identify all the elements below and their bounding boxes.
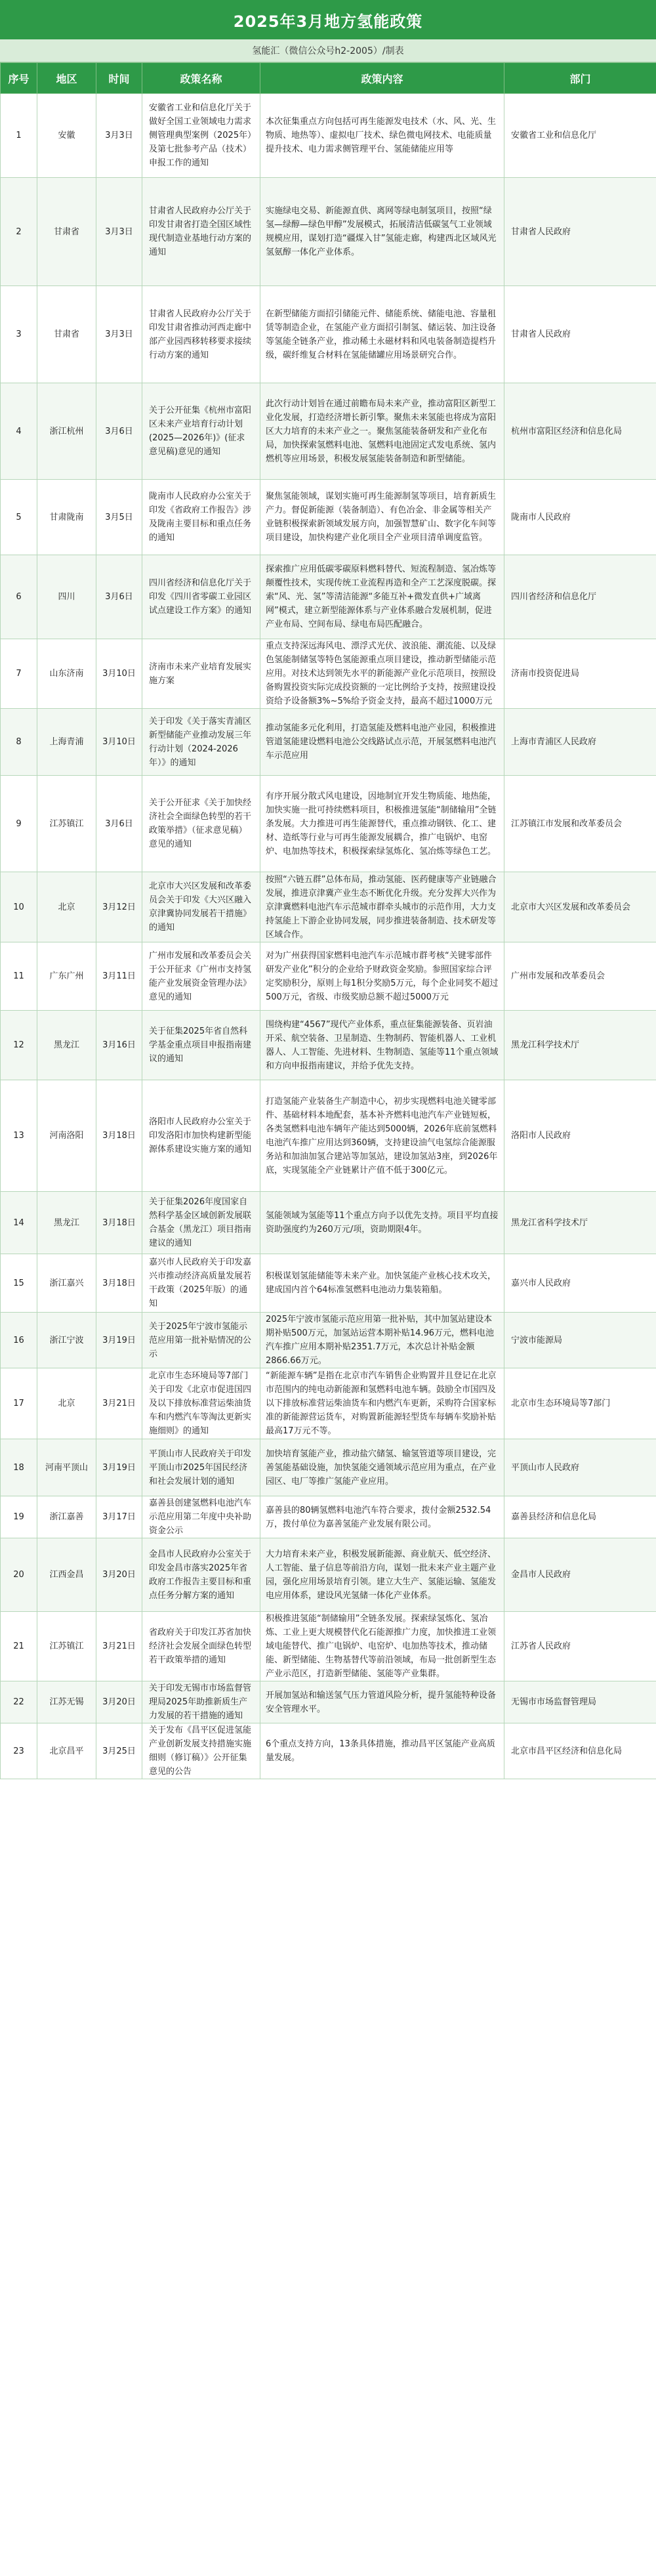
- region-cell: 北京昌平: [37, 1723, 96, 1779]
- policy-content-cell: 积极谋划氢能储能等未来产业。加快氢能产业核心技术攻关，建成国内首个64标准氢燃料电池动力集装箱船。: [260, 1254, 504, 1313]
- row-number: 15: [1, 1254, 37, 1313]
- policy-name-cell: 省政府关于印发江苏省加快经济社会发展全面绿色转型若干政策举措的通知: [142, 1612, 260, 1681]
- table-body: [1, 94, 656, 1779]
- date-cell: 3月18日: [96, 1192, 142, 1254]
- header-date: 时间: [96, 63, 142, 94]
- department-cell: 江苏省人民政府: [504, 1612, 656, 1681]
- region-cell: 北京: [37, 872, 96, 942]
- header-department: 部门: [504, 63, 656, 94]
- policy-name-cell: 嘉善县创建氢燃料电池汽车示范应用第二年度中央补助资金公示: [142, 1496, 260, 1538]
- department-cell: 上海市青浦区人民政府: [504, 709, 656, 776]
- policy-content-cell: 有序开展分散式风电建设，因地制宜开发生物质能、地热能，加快实施一批可持续燃料项目，积极推进氢能“制储输用”全链条发展。大力推进可再生能源替代，重点推动钢铁、化工、建材、造纸等行业与可再生能源发展耦合，推广电锅炉、电窑炉、电加热等技术，积极探索绿氢炼化、氢冶炼等绿色工艺。: [260, 776, 504, 872]
- policy-name-cell: 嘉兴市人民政府关于印发嘉兴市推动经济高质量发展若干政策（2025年版）的通知: [142, 1254, 260, 1313]
- policy-name-cell: 关于征集2025年省自然科学基金重点项目申报指南建议的通知: [142, 1011, 260, 1080]
- row-number: 9: [1, 776, 37, 872]
- row-number: 12: [1, 1011, 37, 1080]
- region-cell: 甘肃陇南: [37, 480, 96, 555]
- date-cell: 3月18日: [96, 1080, 142, 1192]
- department-cell: 无锡市市场监督管理局: [504, 1681, 656, 1723]
- table-row: [1, 1681, 656, 1723]
- date-cell: 3月21日: [96, 1612, 142, 1681]
- row-number: 17: [1, 1368, 37, 1439]
- department-cell: 北京市生态环境局等7部门: [504, 1368, 656, 1439]
- department-cell: 嘉善县经济和信息化局: [504, 1496, 656, 1538]
- header-row: [1, 63, 656, 94]
- policy-name-cell: 关于2025年宁波市氢能示范应用第一批补贴情况的公示: [142, 1313, 260, 1368]
- policy-content-cell: 推动氢能多元化利用，打造氢能及燃料电池产业园，积极推进管道氢能建设燃料电池公交线路试点示范，开展氢燃料电池汽车示范应用: [260, 709, 504, 776]
- policy-content-cell: 按照“六链五群”总体布局，推动氢能、医药健康等产业链融合发展，推进京津冀产业生态不断优化升级。充分发挥大兴作为京津冀燃料电池汽车示范城市群牵头城市的示范作用，大力支持氢能上下游企业协同发展，同步推进装备制造、技术研发等区域合作。: [260, 872, 504, 942]
- table-row: [1, 480, 656, 555]
- department-cell: 四川省经济和信息化厅: [504, 555, 656, 639]
- row-number: 3: [1, 286, 37, 383]
- header-policy-content: 政策内容: [260, 63, 504, 94]
- policy-content-cell: 打造氢能产业装备生产制造中心，初步实现燃料电池关键零部件、基础材料本地配套，基本补齐燃料电池汽车产业链短板，各类氢燃料电池车辆年产能达到5000辆，2026年底前氢燃料电池汽车推广应用达到360辆，支持建设油气电氢综合能源服务站和加油加氢合建站等加氢站，建设加氢站3座，到2026年底，实现氢能全产业链累计产值不低于300亿元。: [260, 1080, 504, 1192]
- region-cell: 安徽: [37, 94, 96, 178]
- date-cell: 3月19日: [96, 1439, 142, 1496]
- region-cell: 甘肃省: [37, 178, 96, 286]
- policy-content-cell: 本次征集重点方向包括可再生能源发电技术（水、风、光、生物质、地热等）、虚拟电厂技术、绿色微电网技术、电能质量提升技术、电力需求侧管理平台、氢能储能应用等: [260, 94, 504, 178]
- policy-name-cell: 关于印发《关于落实青浦区新型储能产业推动发展三年行动计划（2024-2026年）》的通知: [142, 709, 260, 776]
- date-cell: 3月10日: [96, 709, 142, 776]
- region-cell: 四川: [37, 555, 96, 639]
- region-cell: 浙江杭州: [37, 383, 96, 480]
- region-cell: 江西金昌: [37, 1538, 96, 1612]
- policy-name-cell: 甘肃省人民政府办公厅关于印发甘肃省打造全国区域性现代制造业基地行动方案的通知: [142, 178, 260, 286]
- date-cell: 3月5日: [96, 480, 142, 555]
- table-row: [1, 1612, 656, 1681]
- row-number: 10: [1, 872, 37, 942]
- region-cell: 河南平顶山: [37, 1439, 96, 1496]
- policy-name-cell: 北京市大兴区发展和改革委员会关于印发《大兴区融入京津冀协同发展若干措施》的通知: [142, 872, 260, 942]
- policy-name-cell: 北京市生态环境局等7部门关于印发《北京市促进国四及以下排放标准营运柴油货车和内燃汽车等淘汰更新实施细则》的通知: [142, 1368, 260, 1439]
- row-number: 18: [1, 1439, 37, 1496]
- policy-name-cell: 平顶山市人民政府关于印发平顶山市2025年国民经济和社会发展计划的通知: [142, 1439, 260, 1496]
- department-cell: 北京市昌平区经济和信息化局: [504, 1723, 656, 1779]
- table-row: [1, 1723, 656, 1779]
- region-cell: 上海青浦: [37, 709, 96, 776]
- row-number: 16: [1, 1313, 37, 1368]
- policy-name-cell: 济南市未来产业培育发展实施方案: [142, 639, 260, 709]
- row-number: 13: [1, 1080, 37, 1192]
- table-row: [1, 1192, 656, 1254]
- row-number: 22: [1, 1681, 37, 1723]
- policy-name-cell: 关于发布《昌平区促进氢能产业创新发展支持措施实施细则（修订稿）》公开征集意见的公告: [142, 1723, 260, 1779]
- table-row: [1, 94, 656, 178]
- date-cell: 3月16日: [96, 1011, 142, 1080]
- policy-name-cell: 陇南市人民政府办公室关于印发《省政府工作报告》涉及陇南主要目标和重点任务的通知: [142, 480, 260, 555]
- policy-content-cell: 开展加氢站和输送氢气压力管道风险分析，提升氢能特种设备安全管理水平。: [260, 1681, 504, 1723]
- table-row: [1, 872, 656, 942]
- region-cell: 江苏无锡: [37, 1681, 96, 1723]
- policy-name-cell: 四川省经济和信息化厅关于印发《四川省零碳工业园区试点建设工作方案》的通知: [142, 555, 260, 639]
- table-row: [1, 383, 656, 480]
- policy-name-cell: 安徽省工业和信息化厅关于做好全国工业领域电力需求侧管理典型案例（2025年）及第七批参考产品（技术）申报工作的通知: [142, 94, 260, 178]
- row-number: 4: [1, 383, 37, 480]
- header-region: 地区: [37, 63, 96, 94]
- department-cell: 黑龙江省科学技术厅: [504, 1192, 656, 1254]
- region-cell: 山东济南: [37, 639, 96, 709]
- policy-name-cell: 甘肃省人民政府办公厅关于印发甘肃省推动河西走廊中部产业园西移转移要求接续行动方案的通知: [142, 286, 260, 383]
- table-row: [1, 1496, 656, 1538]
- date-cell: 3月19日: [96, 1313, 142, 1368]
- policy-content-cell: 此次行动计划旨在通过前瞻布局未来产业，推动富阳区新型工业化发展，打造经济增长新引擎。聚焦未来氢能也将成为富阳区大力培育的未来产业之一。聚焦氢能装备研发和产业化布局，加快探索氢燃料电池、氢燃料电池固定式发电系统、氢内燃机等应用场景，积极发展氢能装备制造和新型储能。: [260, 383, 504, 480]
- row-number: 11: [1, 942, 37, 1011]
- region-cell: 北京: [37, 1368, 96, 1439]
- region-cell: 浙江嘉善: [37, 1496, 96, 1538]
- policy-content-cell: 氢能领域为氢能等11个重点方向予以优先支持。项目平均直接资助强度约为260万元/项，资助期限4年。: [260, 1192, 504, 1254]
- table-row: [1, 1011, 656, 1080]
- row-number: 5: [1, 480, 37, 555]
- policy-content-cell: 加快培育氢能产业，推动盐穴储氢、输氢管道等项目建设，完善氢能基础设施，加快氢能交通领域示范应用为重点，在产业园区、电厂等推广氢能产业应用。: [260, 1439, 504, 1496]
- row-number: 1: [1, 94, 37, 178]
- department-cell: 黑龙江科学技术厅: [504, 1011, 656, 1080]
- date-cell: 3月11日: [96, 942, 142, 1011]
- policy-name-cell: 关于公开征集《杭州市富阳区未来产业培育行动计划(2025—2026年)》(征求意见稿)意见的通知: [142, 383, 260, 480]
- table-row: [1, 1254, 656, 1313]
- table-row: [1, 942, 656, 1011]
- row-number: 20: [1, 1538, 37, 1612]
- date-cell: 3月6日: [96, 383, 142, 480]
- policy-name-cell: 广州市发展和改革委员会关于公开征求《广州市支持氢能产业发展资金管理办法》意见的通知: [142, 942, 260, 1011]
- department-cell: 安徽省工业和信息化厅: [504, 94, 656, 178]
- department-cell: 甘肃省人民政府: [504, 178, 656, 286]
- header-policy-name: 政策名称: [142, 63, 260, 94]
- row-number: 6: [1, 555, 37, 639]
- date-cell: 3月17日: [96, 1496, 142, 1538]
- region-cell: 黑龙江: [37, 1192, 96, 1254]
- table-row: [1, 639, 656, 709]
- row-number: 23: [1, 1723, 37, 1779]
- table-row: [1, 178, 656, 286]
- region-cell: 江苏镇江: [37, 776, 96, 872]
- date-cell: 3月20日: [96, 1681, 142, 1723]
- table-row: [1, 1368, 656, 1439]
- policy-table: [0, 62, 656, 1779]
- policy-content-cell: 2025年宁波市氢能示范应用第一批补贴，其中加氢站建设本期补贴500万元，加氢站运营本期补贴14.96万元，燃料电池汽车推广应用本期补贴2351.7万元，本次总计补贴金额2866.66万元。: [260, 1313, 504, 1368]
- department-cell: 陇南市人民政府: [504, 480, 656, 555]
- department-cell: 洛阳市人民政府: [504, 1080, 656, 1192]
- page-title: 2025年3月地方氢能政策: [0, 0, 656, 39]
- table-row: [1, 286, 656, 383]
- policy-content-cell: 实施绿电交易、新能源直供、离网等绿电制氢项目，按照“绿氢—绿醇—绿色甲醇”发展模式，拓展清洁低碳氢气工业领域规模应用，谋划打造“疆煤入甘”氢能走廊，构建西北区域风光氢氨醇一体化产业体系。: [260, 178, 504, 286]
- department-cell: 北京市大兴区发展和改革委员会: [504, 872, 656, 942]
- policy-content-cell: 6个重点支持方向，13条具体措施，推动昌平区氢能产业高质量发展。: [260, 1723, 504, 1779]
- source-credit: 氢能汇（微信公众号h2-2005）/制表: [0, 39, 656, 62]
- department-cell: 广州市发展和改革委员会: [504, 942, 656, 1011]
- date-cell: 3月3日: [96, 286, 142, 383]
- region-cell: 江苏镇江: [37, 1612, 96, 1681]
- policy-content-cell: 聚焦氢能领域，谋划实施可再生能源制氢等项目，培育新质生产力。督促新能源（装备制造）、有色冶金、非金属等相关产业链积极探索新领域发展方向，加强智慧矿山、数字化车间等项目建设，加快构建产业化项目全产业项目清单调度监管。: [260, 480, 504, 555]
- policy-content-cell: 积极推进氢能“制储输用”全链条发展。探索绿氢炼化、氢冶炼、工业上更大规模替代化石能源推广力度，加快推进工业领域电能替代、推广电锅炉、电窑炉、电加热等技术，推动储能、新型储能、生物基替代等前沿领域，布局一批创新型生态产业示范区，打造新型储能、氢能等产业集群。: [260, 1612, 504, 1681]
- date-cell: 3月25日: [96, 1723, 142, 1779]
- date-cell: 3月3日: [96, 178, 142, 286]
- row-number: 7: [1, 639, 37, 709]
- row-number: 19: [1, 1496, 37, 1538]
- policy-content-cell: 大力培育未来产业，积极发展新能源、商业航天、低空经济、人工智能、量子信息等前沿方向，谋划一批未来产业主题产业园，强化应用场景培育引领。建立大生产、氢能运输、氢能发电应用体系，建设风光氢储一体化产业体系。: [260, 1538, 504, 1612]
- region-cell: 甘肃省: [37, 286, 96, 383]
- table-row: [1, 555, 656, 639]
- row-number: 8: [1, 709, 37, 776]
- department-cell: 江苏镇江市发展和改革委员会: [504, 776, 656, 872]
- date-cell: 3月10日: [96, 639, 142, 709]
- date-cell: 3月12日: [96, 872, 142, 942]
- policy-content-cell: 嘉善县的80辆氢燃料电池汽车符合要求，拨付金额2532.54万，拨付单位为嘉善氢能产业发展有限公司。: [260, 1496, 504, 1538]
- header-no: 序号: [1, 63, 37, 94]
- policy-content-cell: 对为广州获得国家燃料电池汽车示范城市群考核“关键零部件研发产业化”积分的企业给予财政资金奖励。参照国家综合评定奖励积分，原则上每1积分奖励5万元，每个企业同奖不超过500万元，省级、市级奖励总额不超过5000万元: [260, 942, 504, 1011]
- policy-name-cell: 关于公开征求《关于加快经济社会全面绿色转型的若干政策举措》（征求意见稿）意见的通知: [142, 776, 260, 872]
- department-cell: 金昌市人民政府: [504, 1538, 656, 1612]
- policy-content-cell: 探索推广应用低碳零碳原料燃料替代、短流程制造、氢冶炼等颠覆性技术，实现传统工业流程再造和全产工艺深度脱碳。探索“风、光、氢”等清洁能源“多能互补+微发直供+广域离网”模式，建立新型能源体系与产业体系融合发展机制，促进产业布局、空间布局、绿电布局匹配融合。: [260, 555, 504, 639]
- row-number: 2: [1, 178, 37, 286]
- region-cell: 广东广州: [37, 942, 96, 1011]
- table-row: [1, 776, 656, 872]
- policy-content-cell: 重点支持深远海风电、漂浮式光伏、波浪能、潮流能、以及绿色氢能制储氢等特色氢能源重点项目建设，推动新型储能示范应用。对技术达到领先水平的新能源产业化示范项目，按照设备购置投资实际完成投资额的一定比例给予支持，按照建设投资给予设备额3%~5%给予资金支持，最高不超过1000万元: [260, 639, 504, 709]
- department-cell: 杭州市富阳区经济和信息化局: [504, 383, 656, 480]
- department-cell: 济南市投资促进局: [504, 639, 656, 709]
- table-row: [1, 1080, 656, 1192]
- policy-content-cell: 围绕构建“4567”现代产业体系，重点征集能源装备、页岩油开采、航空装备、卫星制造、生物制药、智能机器人、工业机器人、人工智能、先进材料、生物制造、氢能等11个重点领域和方向申报指南建议，并给予优先支持。: [260, 1011, 504, 1080]
- date-cell: 3月6日: [96, 776, 142, 872]
- region-cell: 河南洛阳: [37, 1080, 96, 1192]
- department-cell: 甘肃省人民政府: [504, 286, 656, 383]
- date-cell: 3月6日: [96, 555, 142, 639]
- date-cell: 3月3日: [96, 94, 142, 178]
- table-row: [1, 1538, 656, 1612]
- policy-name-cell: 关于征集2026年度国家自然科学基金区域创新发展联合基金（黑龙江）项目指南建议的通知: [142, 1192, 260, 1254]
- policy-content-cell: “新能源车辆”是指在北京市汽车销售企业购置并且登记在北京市范围内的纯电动新能源和氢燃料电池车辆。鼓励全市国四及以下排放标准营运柴油货车和内燃汽车更新，采购符合国家标准的新能源营运货车，对购置新能源轻型货车每辆车奖励补贴最高17万元不等。: [260, 1368, 504, 1439]
- department-cell: 宁波市能源局: [504, 1313, 656, 1368]
- region-cell: 黑龙江: [37, 1011, 96, 1080]
- date-cell: 3月18日: [96, 1254, 142, 1313]
- table-row: [1, 709, 656, 776]
- policy-name-cell: 关于印发无锡市市场监督管理局2025年助推新质生产力发展的若干措施的通知: [142, 1681, 260, 1723]
- policy-content-cell: 在新型储能方面招引储能元件、储能系统、储能电池、容量租赁等制造企业，在氢能产业方面招引制氢、储运装、加注设备等氢能全链条产业，推动稀土永磁材料和风电装备制造提档升级，碳纤维复合材料在氢能储罐应用场景研究合作。: [260, 286, 504, 383]
- region-cell: 浙江宁波: [37, 1313, 96, 1368]
- row-number: 14: [1, 1192, 37, 1254]
- policy-name-cell: 金昌市人民政府办公室关于印发金昌市落实2025年省政府工作报告主要目标和重点任务分解方案的通知: [142, 1538, 260, 1612]
- department-cell: 嘉兴市人民政府: [504, 1254, 656, 1313]
- policy-name-cell: 洛阳市人民政府办公室关于印发洛阳市加快构建新型能源体系建设实施方案的通知: [142, 1080, 260, 1192]
- region-cell: 浙江嘉兴: [37, 1254, 96, 1313]
- date-cell: 3月21日: [96, 1368, 142, 1439]
- date-cell: 3月20日: [96, 1538, 142, 1612]
- department-cell: 平顶山市人民政府: [504, 1439, 656, 1496]
- table-row: [1, 1313, 656, 1368]
- row-number: 21: [1, 1612, 37, 1681]
- table-row: [1, 1439, 656, 1496]
